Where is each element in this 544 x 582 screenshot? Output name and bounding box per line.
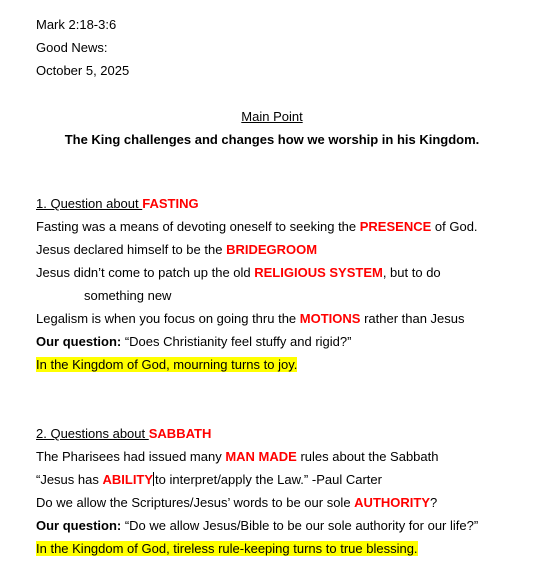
keyword-man-made: MAN MADE [225,449,297,464]
section2-line-authority [36,495,437,511]
section1-title-key: FASTING [142,196,199,211]
highlighted-text: In the Kingdom of God, tireless rule-keeping turns to true blessing. [36,541,418,556]
main-point-text: The King challenges and changes how we worship in his Kingdom. [64,132,480,147]
section2-question [36,518,478,534]
section1-line-bridegroom [36,242,317,258]
question-text: “Does Christianity feel stuffy and rigid?” [121,334,352,349]
text-span: of God. [431,219,478,234]
series-title: Good News: [36,40,108,55]
text-span: , but to do [382,265,441,280]
main-point-label: Main Point [241,109,303,124]
section2-title-key: SABBATH [148,426,212,441]
question-label: Our question: [36,334,122,349]
section1-heading [36,196,199,212]
question-label: Our question: [36,518,122,533]
section1-highlight [36,357,297,373]
keyword-bridegroom: BRIDEGROOM [226,242,318,257]
keyword-ability: ABILITY [102,472,154,487]
text-span: The Pharisees had issued many [36,449,226,464]
highlighted-text: In the Kingdom of God, mourning turns to joy. [36,357,298,372]
section2-line-ability [36,472,382,488]
section2-heading [36,426,211,442]
section1-line-motions [36,311,465,327]
text-span: Legalism is when you focus on going thru the [36,311,300,326]
scripture-reference: Mark 2:18-3:6 [36,17,117,32]
question-text: “Do we allow Jesus/Bible to be our sole authority for our life?” [121,518,479,533]
text-span: to interpret/apply the Law.” -Paul Carter [155,472,382,487]
section2-highlight [36,541,418,557]
section1-line-continuation: something new [84,288,172,303]
text-span: Jesus declared himself to be the [36,242,227,257]
text-span: rather than Jesus [360,311,465,326]
section1-question [36,334,351,350]
text-span: Jesus didn’t come to patch up the old [36,265,255,280]
section2-line-man-made [36,449,439,465]
text-span: Do we allow the Scriptures/Jesus’ words to be our sole [36,495,355,510]
text-span: Fasting was a means of devoting oneself to seeking the [36,219,360,234]
keyword-religious-system: RELIGIOUS SYSTEM [254,265,383,280]
section1-line-religious-system [36,265,441,281]
section1-line-presence [36,219,478,235]
keyword-authority: AUTHORITY [354,495,431,510]
text-span: ? [430,495,438,510]
text-span: rules about the Sabbath [296,449,439,464]
sermon-date: October 5, 2025 [36,63,130,78]
keyword-motions: MOTIONS [299,311,361,326]
keyword-presence: PRESENCE [359,219,432,234]
text-cursor [153,472,154,486]
section2-title-prefix: 2. Questions about [36,426,149,441]
text-span: “Jesus has [36,472,103,487]
section1-title-prefix: 1. Question about [36,196,143,211]
